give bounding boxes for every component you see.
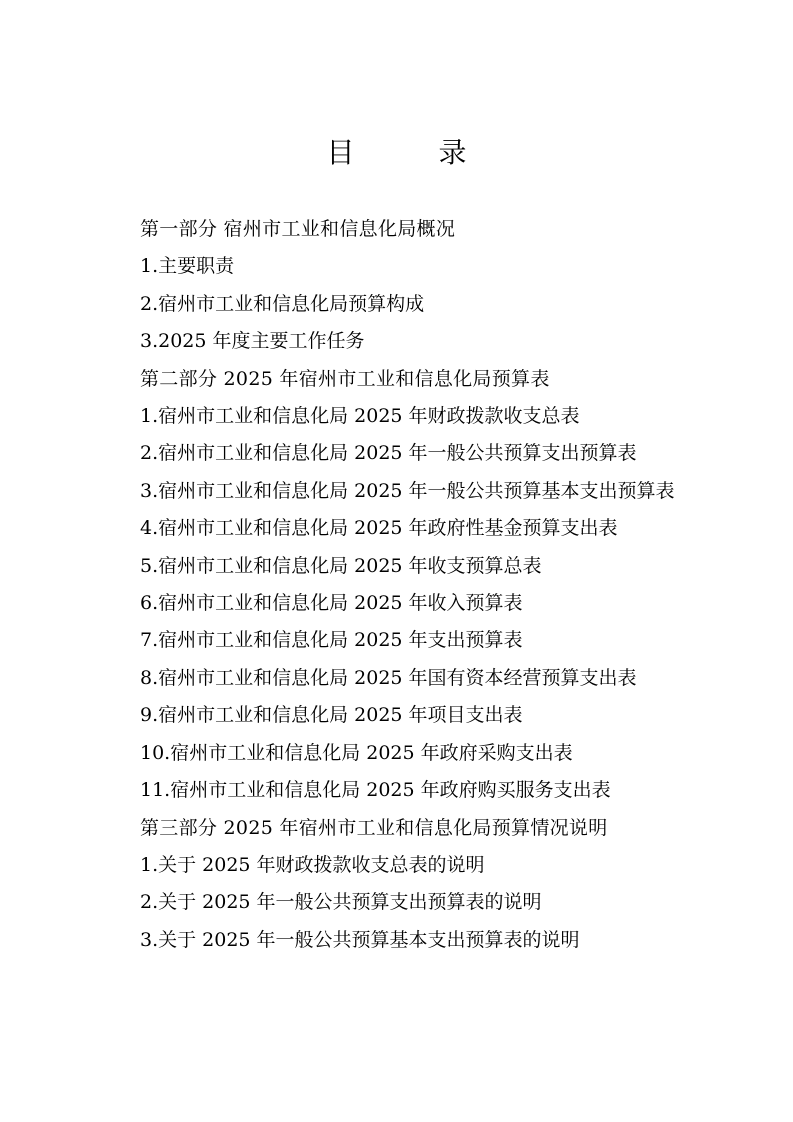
toc-entry: 8.宿州市工业和信息化局 2025 年国有资本经营预算支出表 xyxy=(140,666,637,689)
toc-entry-part-1: 第一部分 宿州市工业和信息化局概况 xyxy=(140,218,456,240)
toc-entry: 10.宿州市工业和信息化局 2025 年政府采购支出表 xyxy=(140,741,573,764)
toc-entry: 3.2025 年度主要工作任务 xyxy=(140,330,365,353)
toc-list xyxy=(100,211,700,959)
toc-entry-wrapped: 3.宿州市工业和信息化局 2025 年一般公共预算基本支出预算表 xyxy=(140,479,675,502)
toc-entry: 4.宿州市工业和信息化局 2025 年政府性基金预算支出表 xyxy=(140,517,618,540)
toc-entry-part-3: 第三部分 2025 年宿州市工业和信息化局预算情况说明 xyxy=(140,816,608,839)
toc-entry: 9.宿州市工业和信息化局 2025 年项目支出表 xyxy=(140,704,523,727)
toc-entry: 6.宿州市工业和信息化局 2025 年收入预算表 xyxy=(140,592,523,615)
toc-entry-part-2: 第二部分 2025 年宿州市工业和信息化局预算表 xyxy=(140,367,550,390)
toc-entry: 2.关于 2025 年一般公共预算支出预算表的说明 xyxy=(140,891,542,914)
toc-entry: 1.主要职责 xyxy=(140,255,235,278)
toc-entry: 11.宿州市工业和信息化局 2025 年政府购买服务支出表 xyxy=(140,779,611,802)
toc-entry: 2.宿州市工业和信息化局预算构成 xyxy=(140,292,425,315)
toc-entry: 1.宿州市工业和信息化局 2025 年财政拨款收支总表 xyxy=(140,405,580,428)
toc-title: 目 录 xyxy=(326,136,495,169)
toc-entry: 5.宿州市工业和信息化局 2025 年收支预算总表 xyxy=(140,554,542,577)
toc-entry: 3.关于 2025 年一般公共预算基本支出预算表的说明 xyxy=(140,928,580,951)
toc-entry: 7.宿州市工业和信息化局 2025 年支出预算表 xyxy=(140,629,523,652)
toc-entry: 1.关于 2025 年财政拨款收支总表的说明 xyxy=(140,853,485,876)
toc-entry: 2.宿州市工业和信息化局 2025 年一般公共预算支出预算表 xyxy=(140,442,637,465)
